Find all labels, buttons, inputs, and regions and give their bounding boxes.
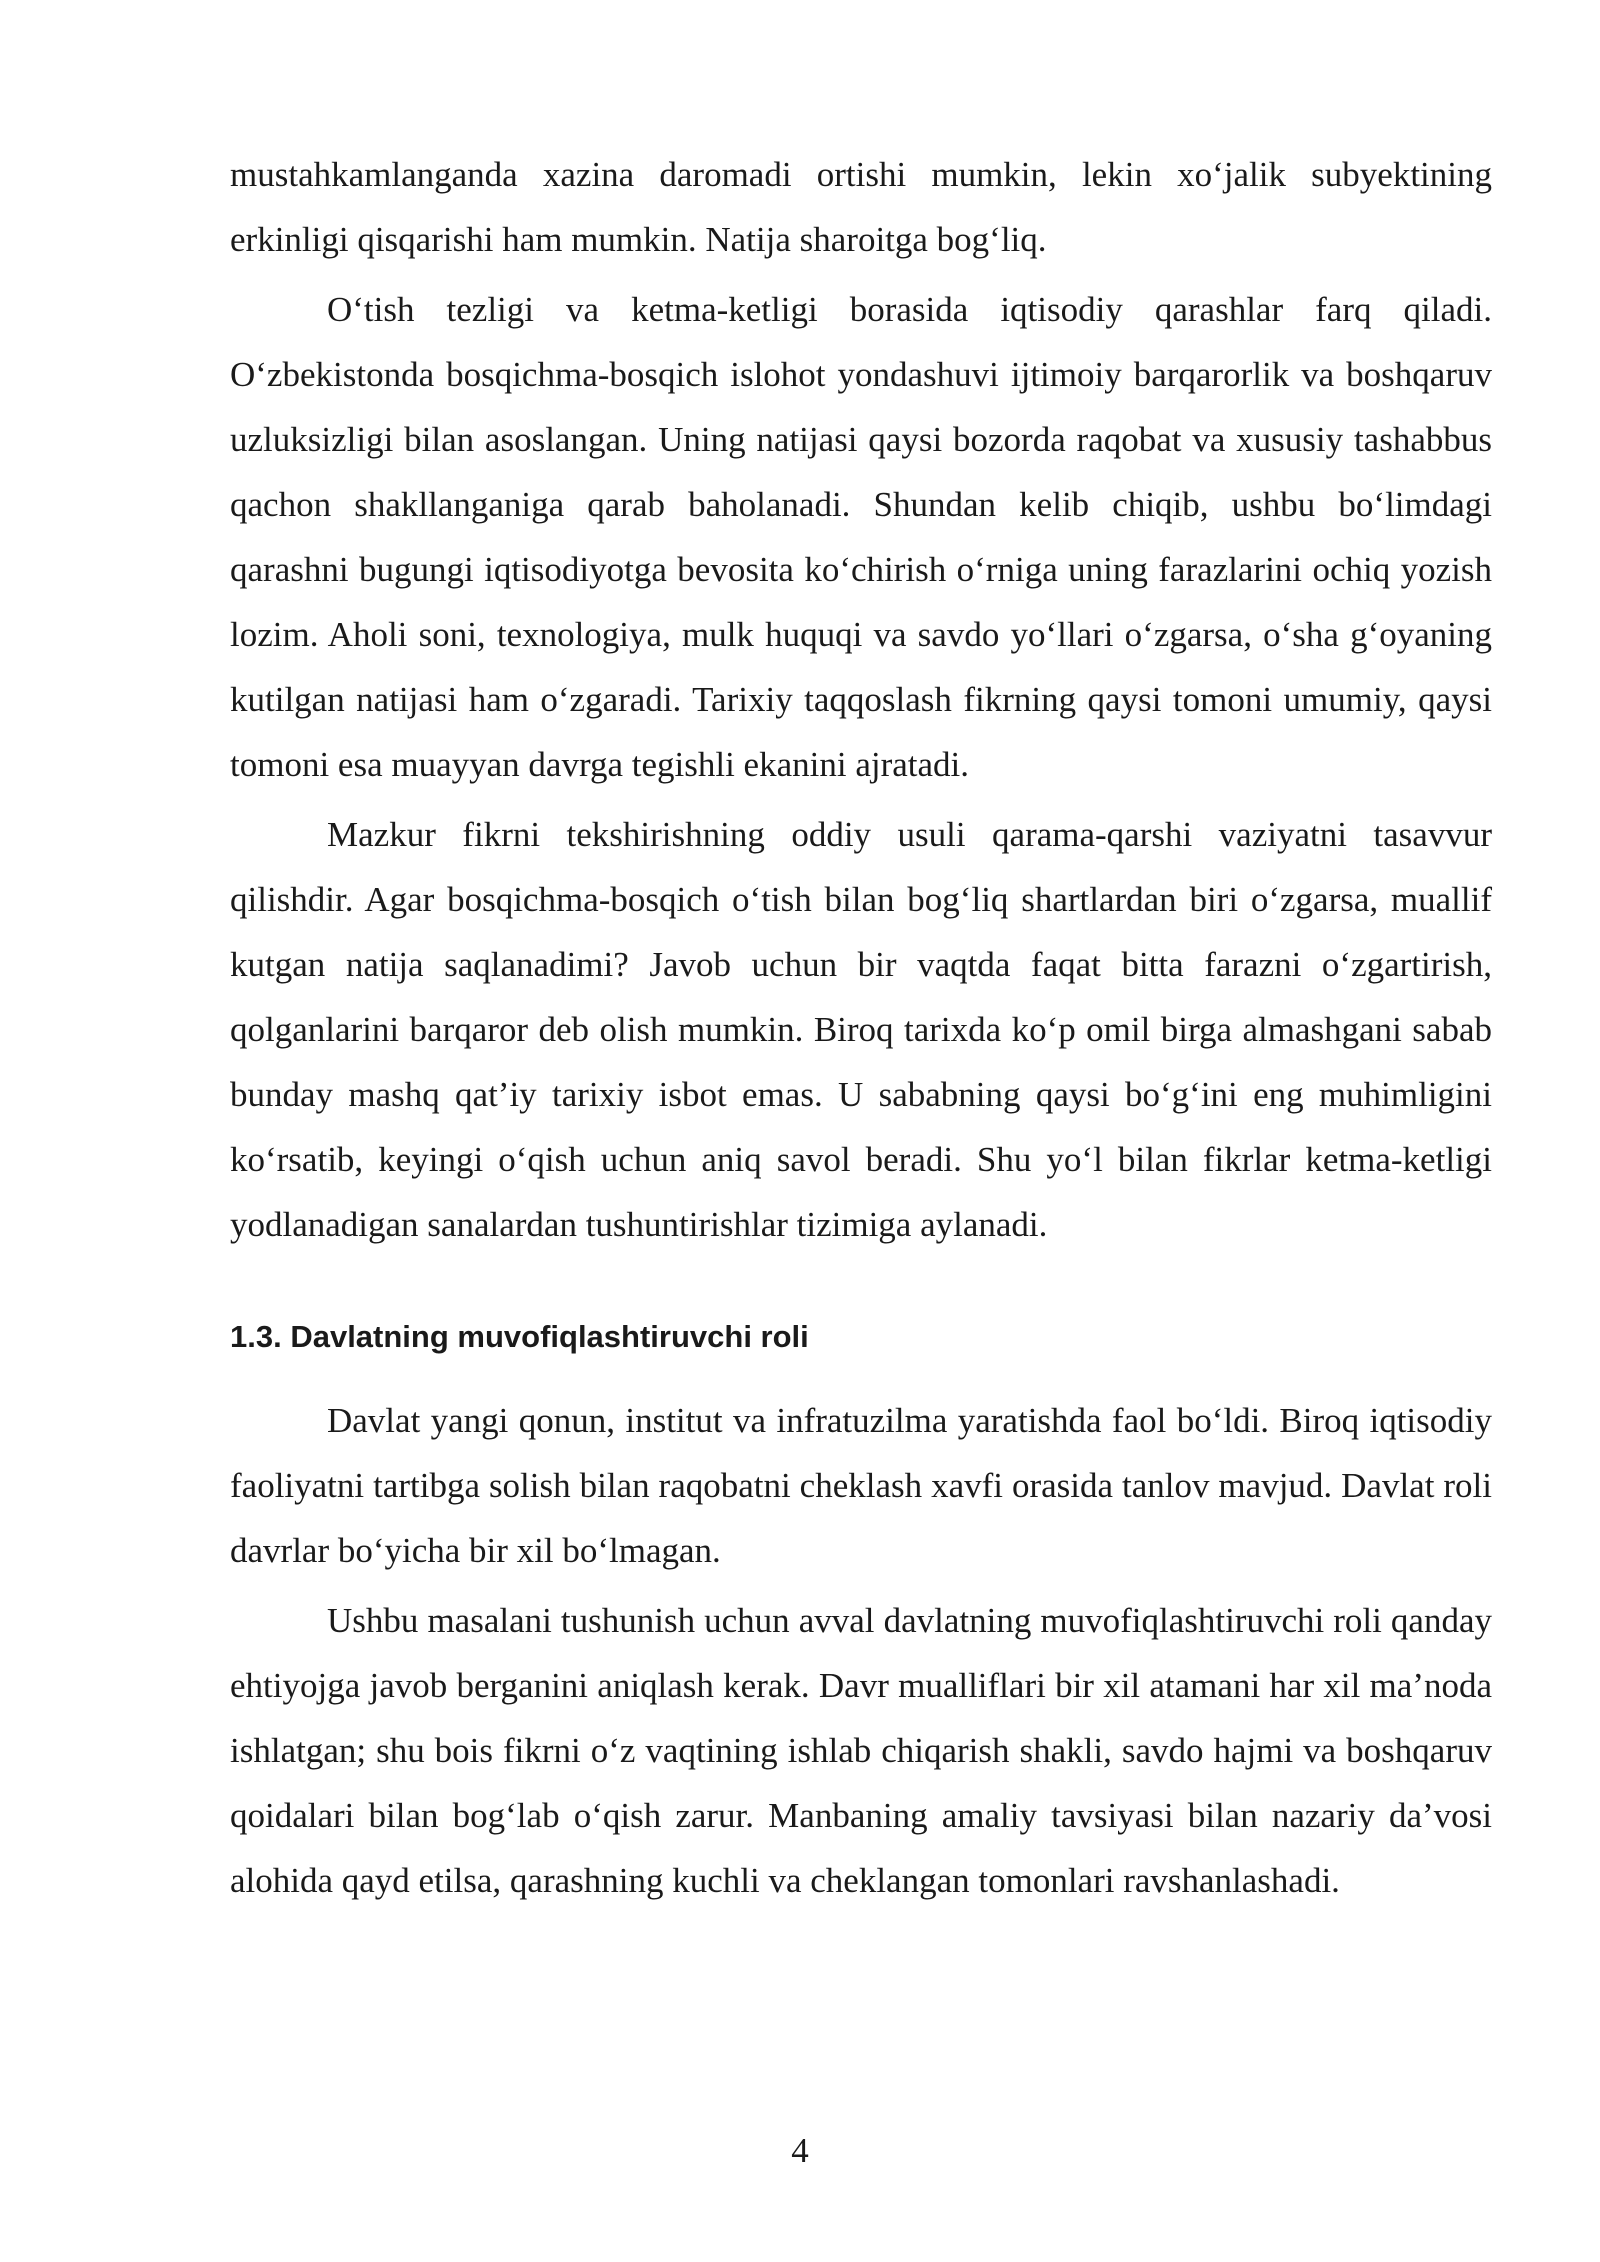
paragraph-counterfactual: Mazkur fikrni tekshirishning oddiy usuli qarama-qarshi vaziyatni tasavvur qilishdir. Agar bosqichma-bosqich o‘tish bilan bog‘liq shartlardan biri o‘zgarsa, muallif kutgan natija saqlanadimi? Javob uchun bir vaqtda faqat bitta farazni o‘zgartirish, qolganlarini barqaror deb olish mumkin. Biroq tarixda ko‘p omil birga almashgani sabab bunday mashq qat’iy tarixiy isbot emas. U sababning qaysi bo‘g‘ini eng muhimligini ko‘rsatib, keyingi o‘qish uchun aniq savol beradi. Shu yo‘l bilan fikrlar ketma-ketligi yodlanadigan sanalardan tushuntirishlar tizimiga aylanadi. [230, 815, 1492, 1244]
section-heading: 1.3. Davlatning muvofiqlashtiruvchi roli [230, 1319, 809, 1354]
document-page [230, 142, 1492, 1918]
paragraph-continued: mustahkamlanganda xazina daromadi ortishi mumkin, lekin xo‘jalik subyektining erkinligi qisqarishi ham mumkin. Natija sharoitga bog‘liq. [230, 155, 1492, 259]
page-number: 4 [791, 2131, 809, 2170]
paragraph-coordination: Ushbu masalani tushunish uchun avval davlatning muvofiqlashtiruvchi roli qanday ehtiyojga javob berganini aniqlash kerak. Davr mualliflari bir xil atamani har xil ma’noda ishlatgan; shu bois fikrni o‘z vaqtining ishlab chiqarish shakli, savdo hajmi va boshqaruv qoidalari bilan bog‘lab o‘qish zarur. Manbaning amaliy tavsiyasi bilan nazariy da’vosi alohida qayd etilsa, qarashning kuchli va cheklangan tomonlari ravshanlashadi. [230, 1601, 1492, 1900]
paragraph-transition-speed: O‘tish tezligi va ketma-ketligi borasida iqtisodiy qarashlar farq qiladi. O‘zbekistonda bosqichma-bosqich islohot yondashuvi ijtimoiy barqarorlik va boshqaruv uzluksizligi bilan asoslangan. Uning natijasi qaysi bozorda raqobat va xususiy tashabbus qachon shakllanganiga qarab baholanadi. Shundan kelib chiqib, ushbu bo‘limdagi qarashni bugungi iqtisodiyotga bevosita ko‘chirish o‘rniga uning farazlarini ochiq yozish lozim. Aholi soni, texnologiya, mulk huquqi va savdo yo‘llari o‘zgarsa, o‘sha g‘oyaning kutilgan natijasi ham o‘zgaradi. Tarixiy taqqoslash fikrning qaysi tomoni umumiy, qaysi tomoni esa muayyan davrga tegishli ekanini ajratadi. [230, 290, 1492, 784]
paragraph-state-role: Davlat yangi qonun, institut va infratuzilma yaratishda faol bo‘ldi. Biroq iqtisodiy faoliyatni tartibga solish bilan raqobatni cheklash xavfi orasida tanlov mavjud. Davlat roli davrlar bo‘yicha bir xil bo‘lmagan. [230, 1401, 1492, 1570]
